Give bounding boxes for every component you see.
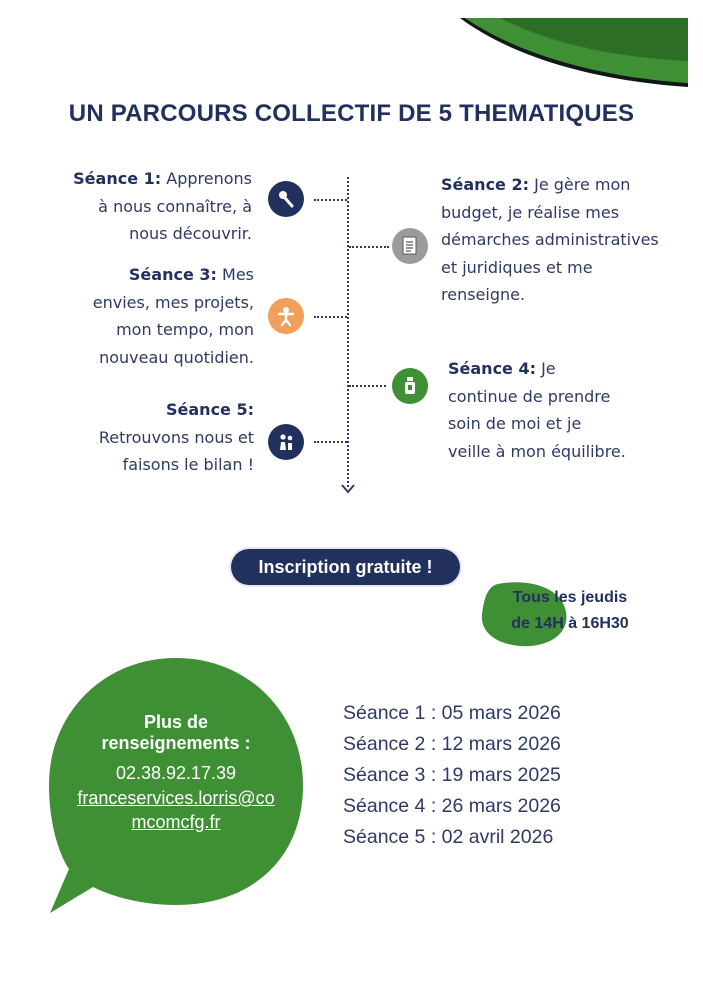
info-heading: Plus de renseignements : <box>101 712 251 753</box>
schedule-item: Séance 4 : 26 mars 2026 <box>343 795 561 817</box>
schedule-item: Séance 1 : 05 mars 2026 <box>343 702 561 724</box>
session-5-text: Séance 5: Retrouvons nous et faisons le bilan ! <box>98 400 254 474</box>
info-email-link[interactable]: franceservices.lorris@co mcomcfg.fr <box>77 788 275 832</box>
document-icon <box>392 228 428 264</box>
schedule-item: Séance 3 : 19 mars 2025 <box>343 764 561 786</box>
session-1-text: Séance 1: Apprenons à nous connaître, à nous découvrir. <box>73 169 252 243</box>
connector-1 <box>314 199 347 201</box>
timing-text: Tous les jeudis de 14H à 16H30 <box>511 589 629 632</box>
session-3-text: Séance 3: Mes envies, mes projets, mon tempo, mon nouveau quotidien. <box>92 265 254 367</box>
connector-3 <box>314 316 347 318</box>
schedule-list <box>343 698 643 853</box>
connector-5 <box>314 441 347 443</box>
corner-swoosh-decoration <box>460 15 690 90</box>
connector-2 <box>349 246 389 248</box>
schedule-item: Séance 5 : 02 avril 2026 <box>343 826 554 848</box>
self-care-icon <box>392 368 428 404</box>
session-4-text: Séance 4: Je continue de prendre soin de moi et je veille à mon équilibre. <box>448 359 626 461</box>
microphone-icon <box>268 181 304 217</box>
info-phone: 02.38.92.17.39 <box>115 763 237 783</box>
timeline-arrow-icon <box>340 482 356 496</box>
page-title: UN PARCOURS COLLECTIF DE 5 THEMATIQUES <box>68 100 635 127</box>
people-talk-icon <box>268 424 304 460</box>
person-stretch-icon <box>268 298 304 334</box>
session-2-text: Séance 2: Je gère mon budget, je réalise mes démarches administratives et juridiques et me renseigne. <box>441 175 659 304</box>
schedule-item: Séance 2 : 12 mars 2026 <box>343 733 561 755</box>
free-registration-badge: Inscription gratuite ! <box>231 549 460 585</box>
timeline-line <box>347 177 349 487</box>
connector-4 <box>349 385 386 387</box>
